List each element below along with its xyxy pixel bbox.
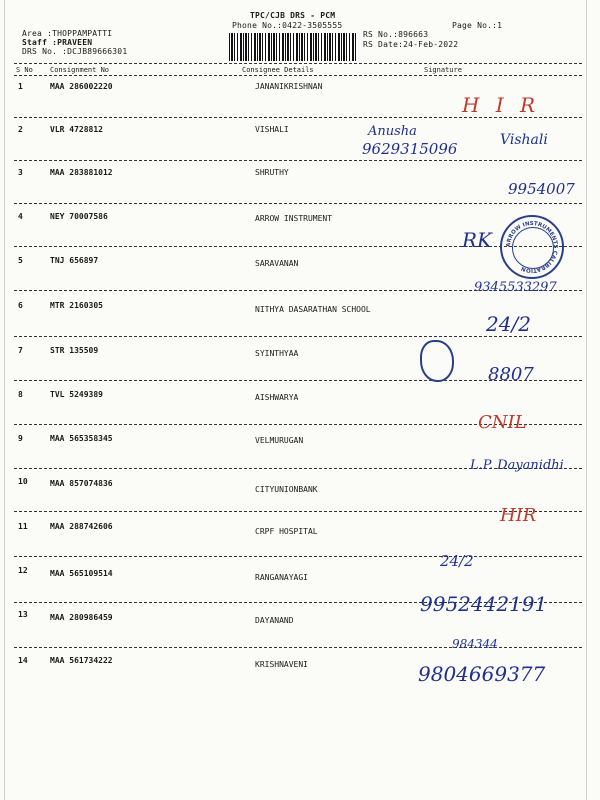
cnil-note: CNIL bbox=[478, 412, 527, 433]
row-consignee: CITYUNIONBANK bbox=[255, 485, 318, 494]
hir-note: H I R bbox=[462, 93, 541, 117]
row-consignment: MTR 2160305 bbox=[50, 301, 103, 310]
handwritten-phone: 9954007 bbox=[508, 180, 575, 198]
hir-note: HIR bbox=[500, 505, 537, 526]
row-sno: 4 bbox=[18, 212, 23, 221]
row-sno: 2 bbox=[18, 125, 23, 134]
handwritten-date: 24/2 bbox=[486, 312, 531, 336]
row-consignee: SYINTHYAA bbox=[255, 349, 299, 358]
handwritten-signature: L.P. Dayanidhi bbox=[470, 458, 564, 473]
right-edge bbox=[586, 0, 587, 800]
col-sno: S No bbox=[16, 66, 33, 74]
row-consignee: CRPF HOSPITAL bbox=[255, 527, 318, 536]
row-sno: 10 bbox=[18, 477, 28, 486]
row-consignee: SARAVANAN bbox=[255, 259, 299, 268]
row-divider bbox=[14, 160, 582, 161]
row-divider bbox=[14, 203, 582, 204]
rs-number: RS No.:896663 bbox=[363, 30, 429, 39]
row-consignee: SHRUTHY bbox=[255, 168, 289, 177]
handwritten-phone: 9345533297 bbox=[474, 280, 557, 295]
handwritten-phone: 9952442191 bbox=[420, 592, 548, 616]
row-consignee: NITHYA DASARATHAN SCHOOL bbox=[255, 305, 371, 314]
barcode bbox=[229, 33, 357, 61]
row-divider bbox=[14, 117, 582, 118]
row-consignment: MAA 286002220 bbox=[50, 82, 113, 91]
row-divider bbox=[14, 511, 582, 512]
row-sno: 1 bbox=[18, 82, 23, 91]
row-consignment: STR 135509 bbox=[50, 346, 99, 355]
handwritten-signature: Vishali bbox=[500, 132, 548, 148]
row-consignment: MAA 280986459 bbox=[50, 613, 113, 622]
row-consignment: MAA 561734222 bbox=[50, 656, 113, 665]
row-consignment: MAA 565358345 bbox=[50, 434, 113, 443]
stamp-text bbox=[502, 217, 562, 277]
row-consignment: TVL 5249389 bbox=[50, 390, 103, 399]
row-sno: 11 bbox=[18, 522, 28, 531]
row-sno: 12 bbox=[18, 566, 28, 575]
row-sno: 13 bbox=[18, 610, 28, 619]
row-sno: 3 bbox=[18, 168, 23, 177]
drs-number: DRS No. :DCJB89666301 bbox=[22, 47, 128, 56]
row-consignment: MAA 857074836 bbox=[50, 479, 113, 488]
row-consignment: TNJ 656897 bbox=[50, 256, 99, 265]
left-edge bbox=[4, 0, 5, 800]
row-divider bbox=[14, 336, 582, 337]
staff-label: Staff :PRAVEEN bbox=[22, 38, 93, 47]
row-consignment: VLR 4728812 bbox=[50, 125, 103, 134]
row-consignee: VISHALI bbox=[255, 125, 289, 134]
row-consignee: KRISHNAVENI bbox=[255, 660, 308, 669]
row-consignee: ARROW INSTRUMENT bbox=[255, 214, 333, 223]
page-number: Page No.:1 bbox=[452, 21, 503, 30]
row-divider bbox=[14, 556, 582, 557]
rs-date: RS Date:24-Feb-2022 bbox=[363, 40, 459, 49]
company-stamp bbox=[500, 215, 564, 279]
row-sno: 5 bbox=[18, 256, 23, 265]
divider bbox=[14, 75, 582, 76]
handwritten-phone: 8807 bbox=[488, 364, 534, 385]
row-sno: 8 bbox=[18, 390, 23, 399]
col-signature: Signature bbox=[424, 66, 462, 74]
row-consignment: MAA 288742606 bbox=[50, 522, 113, 531]
area-label: Area :THOPPAMPATTI bbox=[22, 29, 113, 38]
row-divider bbox=[14, 246, 582, 247]
col-consignee: Consignee Details bbox=[242, 66, 314, 74]
handwritten-date: 24/2 bbox=[440, 552, 474, 570]
col-consignment: Consignment No bbox=[50, 66, 110, 74]
row-consignee: VELMURUGAN bbox=[255, 436, 304, 445]
row-sno: 14 bbox=[18, 656, 28, 665]
divider bbox=[14, 63, 582, 64]
row-consignment: NEY 70007586 bbox=[50, 212, 108, 221]
row-consignee: AISHWARYA bbox=[255, 393, 299, 402]
report-title: TPC/CJB DRS - PCM bbox=[250, 11, 336, 20]
row-sno: 7 bbox=[18, 346, 23, 355]
handwritten-phone: 984344 bbox=[452, 637, 498, 651]
row-consignment: MAA 565109514 bbox=[50, 569, 113, 578]
handwritten-name: Anusha bbox=[368, 124, 417, 139]
row-consignee: JANANIKRISHNAN bbox=[255, 82, 323, 91]
svg-text:ARROW INSTRUMENTS CALIBRATION: ARROW INSTRUMENTS CALIBRATION bbox=[505, 220, 559, 274]
handwritten-phone: 9804669377 bbox=[418, 662, 546, 686]
handwritten-phone: 9629315096 bbox=[362, 140, 458, 158]
scribble-signature bbox=[420, 340, 454, 382]
row-sno: 6 bbox=[18, 301, 23, 310]
row-sno: 9 bbox=[18, 434, 23, 443]
row-consignment: MAA 283881012 bbox=[50, 168, 113, 177]
row-consignee: DAYANAND bbox=[255, 616, 294, 625]
phone-number: Phone No.:0422-3505555 bbox=[232, 21, 343, 30]
row-consignee: RANGANAYAGI bbox=[255, 573, 308, 582]
handwritten-mark: RK bbox=[462, 228, 492, 252]
